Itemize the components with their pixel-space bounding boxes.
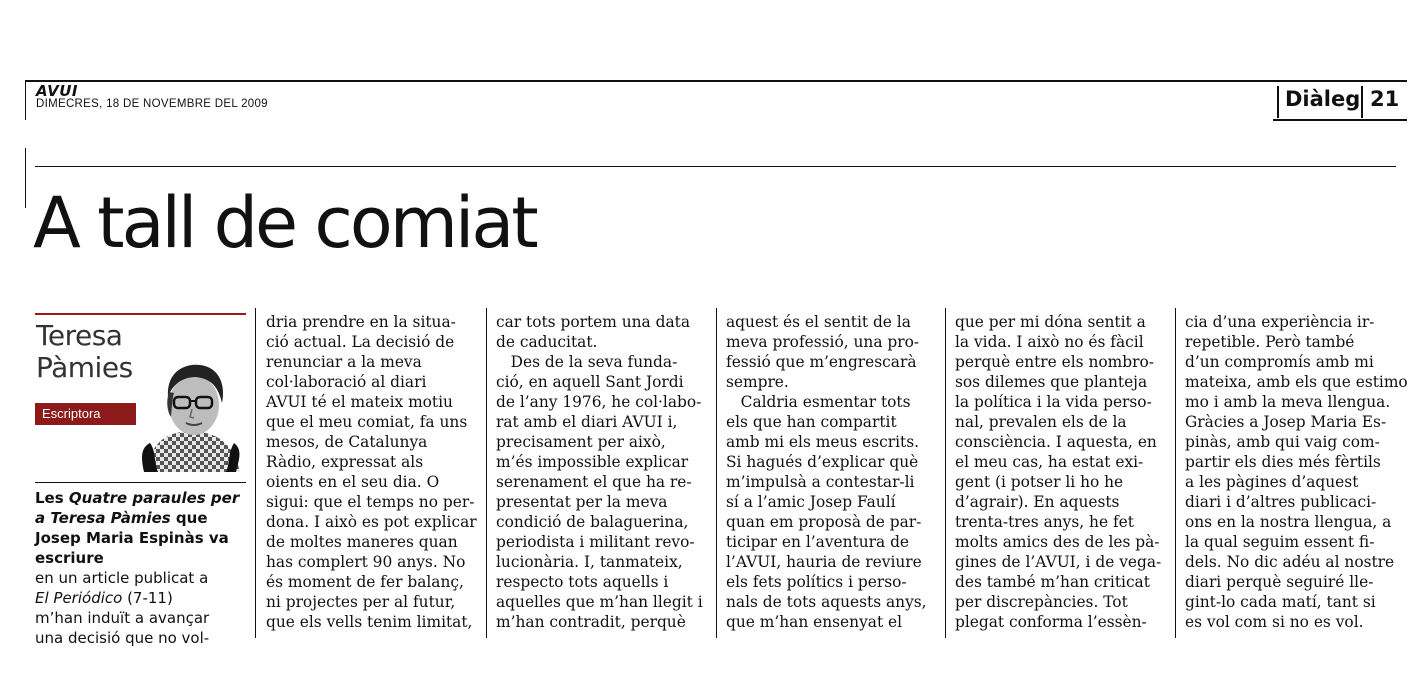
headline-top-rule xyxy=(35,166,1396,167)
article-text-line: fessió que m’engrescarà xyxy=(726,353,917,371)
author-first-name: Teresa xyxy=(36,319,123,352)
article-text-line: l’AVUI, hauria de reviure xyxy=(726,553,922,571)
article-text-line: plegat conforma l’essèn- xyxy=(955,613,1147,631)
article-text-line: m’impulsà a contestar-li xyxy=(726,473,915,491)
intro-line: m’han induït a avançar xyxy=(35,609,210,627)
article-text-line: precisament per això, xyxy=(496,433,666,451)
article-text-line: Des de la seva funda- xyxy=(496,353,678,371)
article-text-line: gines de l’AVUI, i de vega- xyxy=(955,553,1162,571)
article-text-line: car tots portem una data xyxy=(496,313,691,331)
article-text-line: que m’han ensenyat el xyxy=(726,613,903,631)
article-text-line: nals de tots aquests anys, xyxy=(726,593,927,611)
article-text-line: dona. I això es pot explicar xyxy=(266,513,477,531)
article-text-line: de moltes maneres quan xyxy=(266,533,458,551)
article-text-line: renunciar a la meva xyxy=(266,353,422,371)
article-text-line: rat amb el diari AVUI i, xyxy=(496,413,678,431)
article-text-line: sempre. xyxy=(726,373,789,391)
article-text-line: de l’any 1976, he col·labo- xyxy=(496,393,702,411)
page-left-rule xyxy=(25,148,26,208)
intro-segment: que Josep Maria Espinàs va escriure xyxy=(35,509,229,567)
article-text-line: quan em proposà de par- xyxy=(726,513,922,531)
article-text-line: de caducitat. xyxy=(496,333,598,351)
article-text-line: mo i amb la meva llengua. xyxy=(1185,393,1391,411)
article-headline: A tall de comiat xyxy=(33,182,536,264)
intro-date-ref: (7-11) xyxy=(122,589,173,607)
article-text-line: cia d’una experiència ir- xyxy=(1185,313,1375,331)
author-photo xyxy=(136,357,246,472)
article-text-line: AVUI té el mateix motiu xyxy=(266,393,453,411)
article-text-line: els fets polítics i perso- xyxy=(726,573,907,591)
intro-line: una decisió que no vol- xyxy=(35,629,210,647)
article-text-line: col·laboració al diari xyxy=(266,373,427,391)
article-text-line: el meu cas, ha estat exi- xyxy=(955,453,1144,471)
article-text-line: serenament el que ha re- xyxy=(496,473,692,491)
article-text-line: meva professió, una pro- xyxy=(726,333,920,351)
article-text-line: oients en el seu dia. O xyxy=(266,473,440,491)
author-top-rule xyxy=(35,313,246,315)
article-text-line: per discrepàncies. Tot xyxy=(955,593,1128,611)
article-text-line: sigui: que el temps no per- xyxy=(266,493,475,511)
column-divider xyxy=(255,308,256,638)
header-top-rule xyxy=(25,80,1407,82)
article-text-line: has complert 90 anys. No xyxy=(266,553,466,571)
author-role: Escriptora xyxy=(42,406,101,421)
article-text-line: amb mi els meus escrits. xyxy=(726,433,920,451)
article-text-line: diari i d’altres publicaci- xyxy=(1185,493,1377,511)
article-text-line: consciència. I aquesta, en xyxy=(955,433,1157,451)
article-column-4 xyxy=(955,312,1170,632)
article-text-line: dria prendre en la situa- xyxy=(266,313,456,331)
section-name: Diàleg xyxy=(1285,87,1361,111)
header-left-rule xyxy=(25,80,26,120)
author-name xyxy=(36,320,133,384)
article-text-line: mesos, de Catalunya xyxy=(266,433,428,451)
article-text-line: que per mi dóna sentit a xyxy=(955,313,1146,331)
article-text-line: gent (i potser li ho he xyxy=(955,473,1124,491)
article-text-line: perquè entre els nombro- xyxy=(955,353,1154,371)
article-text-line: dels. No dic adéu al nostre xyxy=(1185,553,1395,571)
page-number: 21 xyxy=(1370,87,1400,111)
newspaper-logo: AVUI xyxy=(36,82,78,100)
article-text-line: d’un compromís amb mi xyxy=(1185,353,1374,371)
article-text-line: lucionària. I, tanmateix, xyxy=(496,553,683,571)
article-text-line: m’han contradit, perquè xyxy=(496,613,686,631)
article-text-line: Caldria esmentar tots xyxy=(726,393,911,411)
intro-quoted-title: Quatre paraules per a Teresa Pàmies xyxy=(35,489,240,527)
article-text-line: sos dilemes que planteja xyxy=(955,373,1148,391)
article-text-line: d’agrair). En aquests xyxy=(955,493,1120,511)
article-text-line: que els vells tenim limitat, xyxy=(266,613,473,631)
article-text-line: ni projectes per al futur, xyxy=(266,593,456,611)
intro-segment: Les xyxy=(35,489,69,507)
article-text-line: ció, en aquell Sant Jordi xyxy=(496,373,684,391)
article-text-line: m’és impossible explicar xyxy=(496,453,689,471)
section-divider xyxy=(1277,86,1279,118)
column-divider xyxy=(486,308,487,638)
article-text-line: repetible. Però també xyxy=(1185,333,1355,351)
article-text-line: Gràcies a Josep Maria Es- xyxy=(1185,413,1387,431)
article-text-line: ticipar en l’aventura de xyxy=(726,533,910,551)
article-text-line: molts amics des de les pà- xyxy=(955,533,1160,551)
intro-publication: El Periódico xyxy=(35,589,123,607)
article-text-line: mateixa, amb els que estimo xyxy=(1185,373,1408,391)
article-text-line: presentat per la meva xyxy=(496,493,668,511)
article-text-line: la qual seguim essent fi- xyxy=(1185,533,1375,551)
column-divider xyxy=(1175,308,1176,638)
article-text-line: ons en la nostra llengua, a xyxy=(1185,513,1392,531)
article-text-line: aquelles que m’han llegit i xyxy=(496,593,703,611)
article-text-line: nal, prevalen els de la xyxy=(955,413,1127,431)
article-text-line: és moment de fer balanç, xyxy=(266,573,464,591)
article-text-line: diari perquè seguiré lle- xyxy=(1185,573,1374,591)
article-text-line: respecto tots aquells i xyxy=(496,573,669,591)
page-number-divider xyxy=(1361,86,1363,118)
article-text-line: Si hagués d’explicar què xyxy=(726,453,919,471)
article-column-5 xyxy=(1185,312,1408,632)
header-bottom-rule xyxy=(1273,119,1407,121)
article-text-line: gint-lo cada matí, tant si xyxy=(1185,593,1376,611)
author-last-name: Pàmies xyxy=(36,351,133,384)
intro-line: en un article publicat a xyxy=(35,569,209,587)
article-column-3 xyxy=(726,312,941,632)
article-text-line: trenta-tres anys, he fet xyxy=(955,513,1134,531)
article-text-line: a les pàgines d’aquest xyxy=(1185,473,1359,491)
article-text-line: la política i la vida perso- xyxy=(955,393,1152,411)
article-text-line: des també m’han criticat xyxy=(955,573,1150,591)
article-intro xyxy=(35,488,249,648)
article-text-line: periodista i militant revo- xyxy=(496,533,695,551)
article-text-line: condició de balaguerina, xyxy=(496,513,689,531)
column-divider xyxy=(716,308,717,638)
article-text-line: que el meu comiat, fa uns xyxy=(266,413,468,431)
article-text-line: Ràdio, expressat als xyxy=(266,453,424,471)
issue-date: DIMECRES, 18 DE NOVEMBRE DEL 2009 xyxy=(36,98,268,110)
article-text-line: ció actual. La decisió de xyxy=(266,333,455,351)
article-text-line: aquest és el sentit de la xyxy=(726,313,911,331)
article-text-line: sí a l’amic Josep Faulí xyxy=(726,493,896,511)
article-text-line: els que han compartit xyxy=(726,413,897,431)
article-text-line: la vida. I això no és fàcil xyxy=(955,333,1144,351)
article-text-line: es vol com si no es vol. xyxy=(1185,613,1364,631)
article-text-line: partir els dies més fèrtils xyxy=(1185,453,1381,471)
article-column-2 xyxy=(496,312,711,632)
article-column-1 xyxy=(266,312,481,632)
column-divider xyxy=(945,308,946,638)
intro-top-rule xyxy=(35,482,246,483)
article-text-line: pinàs, amb qui vaig com- xyxy=(1185,433,1380,451)
